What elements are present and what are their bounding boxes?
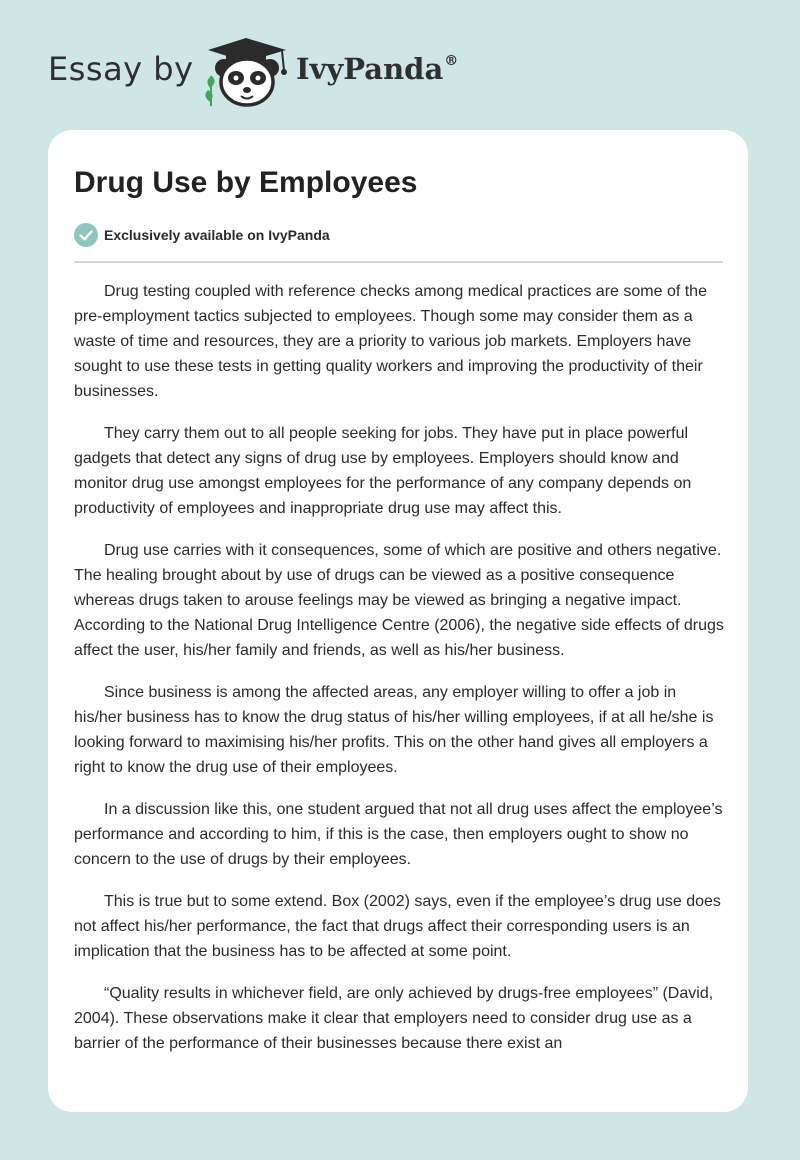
- essay-by-label: Essay by: [48, 50, 194, 88]
- site-header: [0, 0, 800, 130]
- essay-body: [74, 279, 726, 1073]
- brand-logo-text[interactable]: IvyPanda®: [296, 52, 459, 86]
- divider: [74, 261, 723, 263]
- essay-title: Drug Use by Employees: [74, 166, 418, 199]
- paragraph: They carry them out to all people seeking for jobs. They have put in place powerful gadgets that detect any signs of drug use by employees. Employers should know and monitor drug use amongst employees for the performance of any company depends on productivity of employees and inappropriate drug use may affect this.: [74, 425, 692, 517]
- paragraph: In a discussion like this, one student argued that not all drug uses affect the employee’s performance and according to him, if this is the case, then employers ought to show no concern to the use of drugs by their employees.: [74, 801, 723, 868]
- paragraph: Since business is among the affected areas, any employer willing to offer a job in his/her business has to know the drug status of his/her willing employees, if at all he/she is looking forward to maximising his/her profits. This on the other hand gives all employers a right to know the drug use of their employees.: [74, 684, 714, 776]
- paragraph: This is true but to some extend. Box (2002) says, even if the employee’s drug use does not affect his/her performance, the fact that drugs affect their corresponding users is an implication that the business has to be affected at some point.: [74, 893, 721, 960]
- exclusive-badge: [74, 222, 330, 248]
- panda-graduate-icon[interactable]: [200, 36, 292, 108]
- paragraph: Drug use carries with it consequences, some of which are positive and others negative. The healing brought about by use of drugs can be viewed as a positive consequence whereas drugs taken to arouse feelings may be viewed as bringing a negative impact. According to the National Drug Intelligence Centre (2006), the negative side effects of drugs affect the user, his/her family and friends, as well as his/her business.: [74, 542, 724, 659]
- registered-mark: ®: [444, 53, 459, 69]
- check-circle-icon: [74, 223, 98, 247]
- essay-card: [48, 130, 748, 1112]
- paragraph: “Quality results in whichever field, are only achieved by drugs-free employees” (David, 2004). These observations make it clear that employers need to consider drug use as a barrier of the performance of their businesses because there exist an: [74, 985, 714, 1052]
- paragraph: Drug testing coupled with reference checks among medical practices are some of the pre-employment tactics subjected to employees. Though some may consider them as a waste of time and resources, they are a priority to various job markets. Employers have sought to use these tests in getting quality workers and improving the productivity of their businesses.: [74, 283, 707, 400]
- exclusive-badge-text: Exclusively available on IvyPanda: [104, 227, 330, 243]
